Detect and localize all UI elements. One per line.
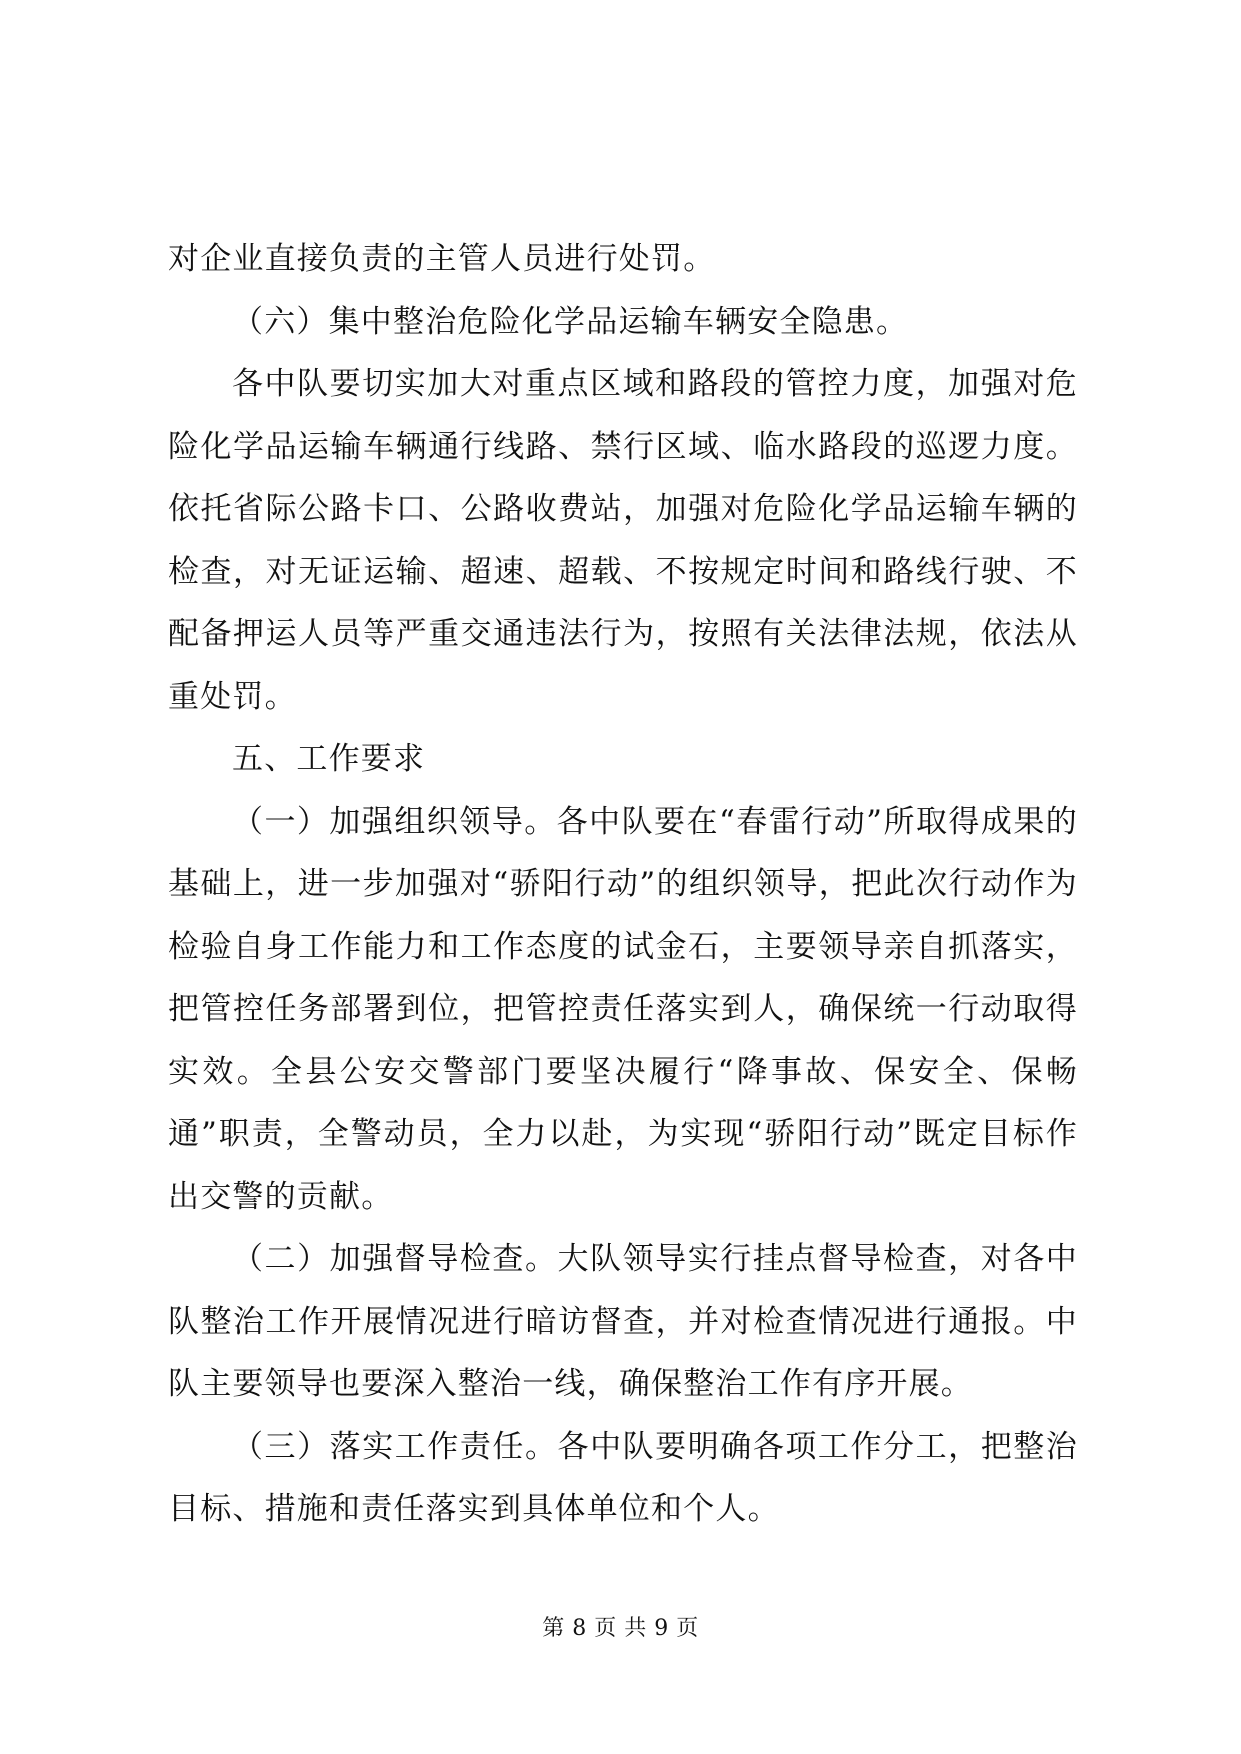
section-heading: 五、工作要求 <box>232 741 426 777</box>
document-body <box>168 228 1078 1541</box>
paragraph: 各中队要切实加大对重点区域和路段的管控力度，加强对危险化学品运输车辆通行线路、禁行区域、临水路段的巡逻力度。依托省际公路卡口、公路收费站，加强对危险化学品运输车辆的检查，对无证运输、超速、超载、不按规定时间和路线行驶、不配备押运人员等严重交通违法行为，按照有关法律法规，依法从重处罚。 <box>168 366 1078 715</box>
paragraph: （二）加强督导检查。大队领导实行挂点督导检查，对各中队整治工作开展情况进行暗访督查，并对检查情况进行通报。中队主要领导也要深入整治一线，确保整治工作有序开展。 <box>168 1241 1078 1402</box>
paragraph: （三）落实工作责任。各中队要明确各项工作分工，把整治目标、措施和责任落实到具体单位和个人。 <box>168 1428 1078 1527</box>
page-number-footer: 第 8 页 共 9 页 <box>542 1616 699 1641</box>
paragraph: 对企业直接负责的主管人员进行处罚。 <box>168 241 716 277</box>
paragraph: （一）加强组织领导。各中队要在“春雷行动”所取得成果的基础上，进一步加强对“骄阳行动”的组织领导，把此次行动作为检验自身工作能力和工作态度的试金石，主要领导亲自抓落实，把管控任务部署到位，把管控责任落实到人，确保统一行动取得实效。全县公安交警部门要坚决履行“降事故、保安全、保畅通”职责，全警动员，全力以赴，为实现“骄阳行动”既定目标作出交警的贡献。 <box>168 803 1078 1215</box>
paragraph-heading-6: （六）集中整治危险化学品运输车辆安全隐患。 <box>232 303 909 340</box>
